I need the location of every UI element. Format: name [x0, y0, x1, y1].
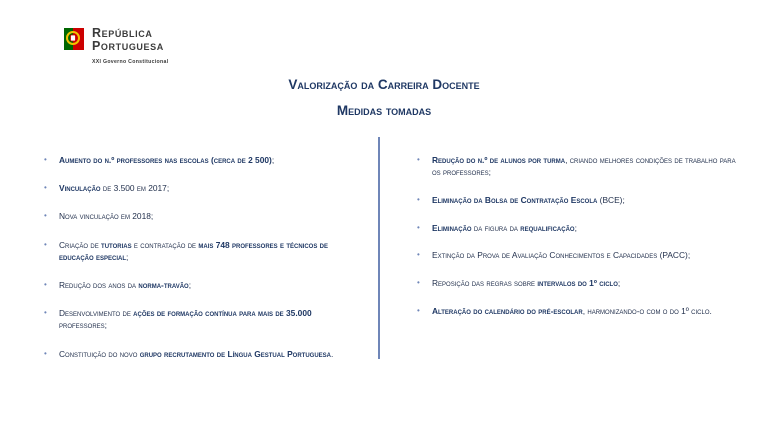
slide-heading — [0, 76, 768, 120]
item-text: , criando melhores condições de trabalho para os professores; — [432, 155, 736, 178]
logo-line-2: Portuguesa — [92, 39, 164, 53]
highlighted-text: intervalos do 1º ciclo — [537, 278, 618, 289]
left-measures-list — [44, 154, 344, 376]
highlighted-text: Vinculação — [59, 183, 101, 194]
highlighted-text: Eliminação — [432, 222, 472, 233]
item-text: Desenvolvimento de — [59, 308, 134, 319]
list-item — [44, 182, 344, 194]
item-text: ; — [271, 155, 275, 165]
item-text: da figura da — [471, 222, 521, 233]
highlighted-text: requalificação — [520, 222, 575, 233]
highlighted-text: ações de formação contínua para mais de 35.000 — [133, 308, 312, 319]
slide-title: Valorização da Carreira Docente — [288, 77, 480, 92]
item-text: , harmonizando-o com o do 1º ciclo. — [582, 305, 712, 316]
highlighted-text: grupo recrutamento de Língua Gestual Portuguesa — [139, 348, 332, 359]
list-item — [417, 154, 737, 178]
item-text: de 3.500 em 2017; — [100, 183, 170, 194]
list-item — [417, 222, 737, 234]
item-text: Criação de — [59, 239, 102, 250]
item-text: ; — [617, 278, 621, 289]
item-text: Nova vinculação em 2018; — [59, 211, 154, 222]
highlighted-text: mais 748 professores e técnicos de educação especial — [59, 239, 328, 262]
slide-subtitle: Medidas tomadas — [336, 103, 432, 118]
republica-portuguesa-logo — [62, 22, 212, 68]
item-text: ; — [188, 280, 192, 291]
right-measures-list — [417, 154, 737, 332]
item-text: ; — [126, 251, 129, 262]
list-item — [44, 154, 344, 166]
item-text: ; — [574, 222, 577, 233]
list-item — [44, 239, 344, 263]
logo-wordmark — [92, 27, 164, 53]
item-text: Extinção da Prova de Avaliação Conhecimentos e Capacidades (PACC); — [432, 250, 691, 261]
list-item — [44, 307, 344, 331]
logo-subtitle: XXI Governo Constitucional — [92, 59, 169, 65]
list-item — [44, 348, 344, 360]
highlighted-text: Eliminação da Bolsa de Contratação Escola — [432, 194, 598, 205]
item-text: Redução dos anos da — [59, 280, 139, 291]
item-text: Reposição das regras sobre — [432, 278, 538, 289]
list-item — [417, 305, 737, 317]
highlighted-text: Redução do n.º de alunos por turma — [432, 155, 566, 165]
list-item — [417, 194, 737, 206]
item-text: professores; — [59, 320, 108, 331]
highlighted-text: Alteração do calendário do pré-escolar — [432, 305, 583, 316]
portugal-emblem-icon — [62, 26, 86, 52]
highlighted-text: tutorias — [101, 239, 132, 250]
item-text: (BCE); — [597, 194, 625, 205]
item-text: Constituição do novo — [59, 348, 140, 359]
highlighted-text: norma-travão — [138, 280, 189, 291]
item-text: e contratação de — [131, 239, 199, 250]
column-divider — [378, 137, 380, 359]
list-item — [417, 249, 737, 261]
list-item — [417, 277, 737, 289]
highlighted-text: Aumento do n.º professores nas escolas (cerca de 2 500) — [59, 155, 272, 165]
item-text: . — [331, 348, 334, 359]
list-item — [44, 279, 344, 291]
logo-line-1: República — [92, 26, 153, 40]
list-item — [44, 210, 344, 222]
